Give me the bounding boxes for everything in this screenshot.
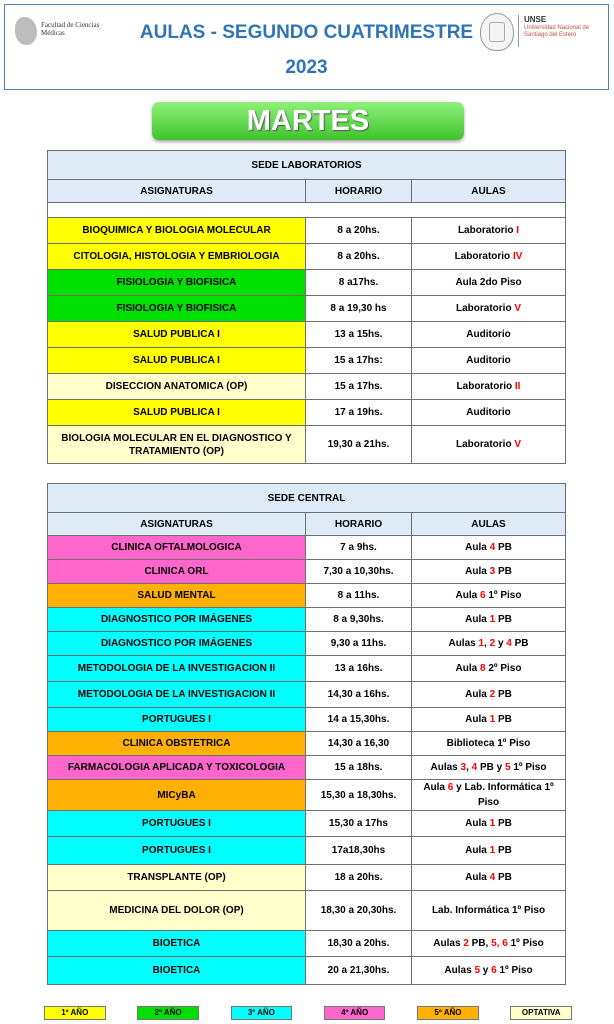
room-text: Aulas xyxy=(433,938,464,949)
room-cell xyxy=(412,322,566,348)
schedule-cell: 7,30 a 10,30hs. xyxy=(306,560,412,584)
room-text: PB xyxy=(495,614,512,625)
room-cell xyxy=(412,244,566,270)
university-logo xyxy=(480,13,600,53)
schedule-cell: 17a18,30hs xyxy=(306,837,412,865)
spacer-cell xyxy=(48,203,566,218)
table-row xyxy=(48,732,566,756)
table-row xyxy=(48,931,566,957)
room-text: Aula xyxy=(465,872,490,883)
table-row xyxy=(48,756,566,780)
room-cell xyxy=(412,865,566,891)
room-text: Aula xyxy=(455,663,480,674)
room-number: 3 xyxy=(489,566,496,577)
room-text: Laboratorio xyxy=(457,225,517,236)
room-text: , xyxy=(484,638,490,649)
room-number: V xyxy=(514,439,522,450)
schedule-cell: 7 a 9hs. xyxy=(306,536,412,560)
room-text: Aula xyxy=(465,818,490,829)
room-text: Laboratorio xyxy=(456,381,515,392)
room-cell xyxy=(412,708,566,732)
day-banner: MARTES xyxy=(152,102,464,140)
schedule-cell: 8 a 20hs. xyxy=(306,244,412,270)
room-number: IV xyxy=(512,251,523,262)
room-text: 1º Piso xyxy=(510,762,547,773)
room-number: I xyxy=(516,225,520,236)
sede-header-row xyxy=(48,484,566,513)
room-number: 3 xyxy=(460,762,467,773)
table-row xyxy=(48,656,566,682)
room-number: 5 xyxy=(474,965,480,976)
table-row xyxy=(48,608,566,632)
subject-cell: SALUD PUBLICA I xyxy=(48,322,306,348)
room-text: Aula xyxy=(423,782,448,793)
room-text: Laboratorio xyxy=(454,251,513,262)
table-row xyxy=(48,348,566,374)
legend-gap xyxy=(200,1006,230,1020)
schedule-cell: 18,30 a 20,30hs. xyxy=(306,891,412,931)
room-number: 1 xyxy=(489,714,496,725)
university-seal-icon xyxy=(480,13,514,51)
room-cell xyxy=(412,682,566,708)
room-text: Aula xyxy=(455,590,480,601)
room-text: Auditorio xyxy=(466,355,511,366)
room-text: Biblioteca 1º Piso xyxy=(446,738,531,749)
table-row xyxy=(48,426,566,464)
schedule-cell: 14,30 a 16,30 xyxy=(306,732,412,756)
subject-cell: FARMACOLOGIA APLICADA Y TOXICOLOGIA xyxy=(48,756,306,780)
subject-cell: CLINICA OFTALMOLOGICA xyxy=(48,536,306,560)
room-text: PB xyxy=(495,818,512,829)
room-number: 4 xyxy=(489,542,496,553)
legend-gap xyxy=(480,1006,510,1020)
room-cell xyxy=(412,780,566,811)
room-cell xyxy=(412,400,566,426)
column-header-schedule: HORARIO xyxy=(306,180,412,203)
room-cell xyxy=(412,584,566,608)
room-cell xyxy=(412,426,566,464)
schedule-cell: 8 a 20hs. xyxy=(306,218,412,244)
table-row xyxy=(48,270,566,296)
legend-item: 5º AÑO xyxy=(417,1006,479,1020)
room-cell xyxy=(412,608,566,632)
room-text: Aula xyxy=(465,845,490,856)
legend-item: 4º AÑO xyxy=(324,1006,386,1020)
subject-cell: FISIOLOGIA Y BIOFISICA xyxy=(48,296,306,322)
room-number: II xyxy=(514,381,521,392)
room-number: 2 xyxy=(489,689,496,700)
room-cell xyxy=(412,296,566,322)
room-cell xyxy=(412,756,566,780)
room-text: y xyxy=(495,638,507,649)
room-number: 2 xyxy=(489,638,496,649)
schedule-cell: 15,30 a 18,30hs. xyxy=(306,780,412,811)
schedule-cell: 15 a 17hs. xyxy=(306,374,412,400)
schedule-cell: 14,30 a 16hs. xyxy=(306,682,412,708)
table-row xyxy=(48,560,566,584)
room-text: Aula 2do Piso xyxy=(455,277,522,288)
schedule-cell: 8 a17hs. xyxy=(306,270,412,296)
subject-cell: SALUD PUBLICA I xyxy=(48,348,306,374)
table-row xyxy=(48,400,566,426)
page-title: AULAS - SEGUNDO CUATRIMESTRE xyxy=(139,22,474,43)
room-text: y xyxy=(480,965,492,976)
room-cell xyxy=(412,811,566,837)
subject-cell: CLINICA OBSTETRICA xyxy=(48,732,306,756)
legend-item: 1º AÑO xyxy=(44,1006,106,1020)
room-cell xyxy=(412,560,566,584)
room-cell xyxy=(412,374,566,400)
room-number: 1 xyxy=(478,638,485,649)
table-row xyxy=(48,957,566,985)
room-text: Aulas xyxy=(430,762,461,773)
room-text: y Lab. Informática 1º Piso xyxy=(453,782,554,808)
room-text: 1º Piso xyxy=(507,938,544,949)
schedule-cell: 19,30 a 21hs. xyxy=(306,426,412,464)
room-number: 6 xyxy=(491,965,497,976)
legend-gap xyxy=(107,1006,137,1020)
room-number: 4 xyxy=(471,762,478,773)
room-cell xyxy=(412,837,566,865)
column-header-rooms: AULAS xyxy=(412,180,566,203)
table-row xyxy=(48,218,566,244)
schedule-cell: 13 a 16hs. xyxy=(306,656,412,682)
room-number: 4 xyxy=(506,638,512,649)
table-row xyxy=(48,322,566,348)
room-number: 1 xyxy=(489,818,496,829)
subject-cell: PORTUGUES I xyxy=(48,811,306,837)
subject-cell: PORTUGUES I xyxy=(48,837,306,865)
table-row xyxy=(48,244,566,270)
table-row xyxy=(48,296,566,322)
subject-cell: CLINICA ORL xyxy=(48,560,306,584)
header-banner xyxy=(4,4,609,90)
room-number: 5, 6 xyxy=(491,938,508,949)
subject-cell: DISECCION ANATOMICA (OP) xyxy=(48,374,306,400)
room-text: PB xyxy=(495,714,512,725)
subject-cell: MEDICINA DEL DOLOR (OP) xyxy=(48,891,306,931)
room-text: Laboratorio xyxy=(456,303,515,314)
subject-cell: MICyBA xyxy=(48,780,306,811)
subject-cell: BIOLOGIA MOLECULAR EN EL DIAGNOSTICO Y TRATAMIENTO (OP) xyxy=(48,426,306,464)
room-text: Aula xyxy=(465,714,490,725)
schedule-cell: 8 a 19,30 hs xyxy=(306,296,412,322)
room-cell xyxy=(412,348,566,374)
room-cell xyxy=(412,957,566,985)
room-cell xyxy=(412,656,566,682)
room-text: 1º Piso xyxy=(496,965,533,976)
room-text: Auditorio xyxy=(466,407,511,418)
table-row xyxy=(48,837,566,865)
subject-cell: FISIOLOGIA Y BIOFISICA xyxy=(48,270,306,296)
room-text: Auditorio xyxy=(466,329,511,340)
university-subtitle: Universidad Nacional de Santiago del Estero xyxy=(524,25,590,38)
schedule-cell: 18 a 20hs. xyxy=(306,865,412,891)
subject-cell: DIAGNOSTICO POR IMÁGENES xyxy=(48,632,306,656)
legend-gap xyxy=(386,1006,416,1020)
room-number: 6 xyxy=(447,782,454,793)
room-text: Aulas xyxy=(448,638,479,649)
schedule-cell: 20 a 21,30hs. xyxy=(306,957,412,985)
room-text: , xyxy=(466,762,472,773)
table-row xyxy=(48,632,566,656)
schedule-cell: 8 a 11hs. xyxy=(306,584,412,608)
room-number: V xyxy=(514,303,522,314)
room-cell xyxy=(412,931,566,957)
room-text: Aula xyxy=(465,614,490,625)
room-text: PB xyxy=(495,689,512,700)
subject-cell: BIOQUIMICA Y BIOLOGIA MOLECULAR xyxy=(48,218,306,244)
room-cell xyxy=(412,218,566,244)
subject-cell: PORTUGUES I xyxy=(48,708,306,732)
table-row xyxy=(48,682,566,708)
room-text: PB xyxy=(495,845,512,856)
table-row xyxy=(48,708,566,732)
subject-cell: SALUD PUBLICA I xyxy=(48,400,306,426)
room-number: 8 xyxy=(480,663,486,674)
room-text: PB xyxy=(495,542,512,553)
room-text: PB xyxy=(511,638,529,649)
sede-title: SEDE CENTRAL xyxy=(48,484,566,513)
schedule-cell: 18,30 a 20hs. xyxy=(306,931,412,957)
university-name: UNSE xyxy=(524,15,547,24)
subject-cell: METODOLOGIA DE LA INVESTIGACION II xyxy=(48,656,306,682)
room-number: 4 xyxy=(489,872,496,883)
column-header-row xyxy=(48,513,566,536)
legend-item: OPTATIVA xyxy=(510,1006,572,1020)
table-row xyxy=(48,811,566,837)
subject-cell: DIAGNOSTICO POR IMÁGENES xyxy=(48,608,306,632)
room-number: 2 xyxy=(463,938,469,949)
table-row xyxy=(48,891,566,931)
room-text: PB y xyxy=(477,762,506,773)
room-text: Aula xyxy=(465,566,490,577)
room-cell xyxy=(412,270,566,296)
schedule-cell: 17 a 19hs. xyxy=(306,400,412,426)
legend-gap xyxy=(293,1006,323,1020)
year-legend xyxy=(44,1006,573,1020)
room-number: 6 xyxy=(480,590,486,601)
subject-cell: BIOETICA xyxy=(48,931,306,957)
room-number: 1 xyxy=(489,614,496,625)
subject-cell: SALUD MENTAL xyxy=(48,584,306,608)
logo-divider xyxy=(518,15,519,47)
room-text: 1º Piso xyxy=(485,590,522,601)
room-text: Aula xyxy=(465,542,490,553)
room-cell xyxy=(412,732,566,756)
room-text: PB xyxy=(495,872,512,883)
room-text: Lab. Informática 1º Piso xyxy=(431,905,546,916)
legend-item: 2º AÑO xyxy=(137,1006,199,1020)
room-text: Laboratorio xyxy=(456,439,515,450)
room-text: PB, xyxy=(468,938,492,949)
table-row xyxy=(48,780,566,811)
subject-cell: METODOLOGIA DE LA INVESTIGACION II xyxy=(48,682,306,708)
schedule-table-laboratorios xyxy=(47,150,566,464)
column-header-rooms: AULAS xyxy=(412,513,566,536)
room-text: Aula xyxy=(465,689,490,700)
schedule-cell: 13 a 15hs. xyxy=(306,322,412,348)
room-cell xyxy=(412,632,566,656)
room-cell xyxy=(412,536,566,560)
room-text: Aulas xyxy=(444,965,475,976)
sede-title: SEDE LABORATORIOS xyxy=(48,151,566,180)
schedule-cell: 8 a 9,30hs. xyxy=(306,608,412,632)
schedule-cell: 15 a 17hs: xyxy=(306,348,412,374)
schedule-cell: 15,30 a 17hs xyxy=(306,811,412,837)
room-number: 1 xyxy=(489,845,496,856)
faculty-logo-text: Facultad de Ciencias Médicas xyxy=(41,21,100,37)
column-header-schedule: HORARIO xyxy=(306,513,412,536)
room-text: PB xyxy=(495,566,512,577)
schedule-cell: 14 a 15,30hs. xyxy=(306,708,412,732)
column-header-row xyxy=(48,180,566,203)
schedule-cell: 15 a 18hs. xyxy=(306,756,412,780)
table-row xyxy=(48,374,566,400)
schedule-cell: 9,30 a 11hs. xyxy=(306,632,412,656)
subject-cell: BIOETICA xyxy=(48,957,306,985)
legend-item: 3º AÑO xyxy=(231,1006,293,1020)
table-row xyxy=(48,584,566,608)
spacer-row xyxy=(48,203,566,218)
schedule-table-central xyxy=(47,483,566,985)
sede-header-row xyxy=(48,151,566,180)
subject-cell: TRANSPLANTE (OP) xyxy=(48,865,306,891)
page-year: 2023 xyxy=(285,57,328,78)
table-row xyxy=(48,536,566,560)
table-row xyxy=(48,865,566,891)
room-text: 2º Piso xyxy=(485,663,522,674)
column-header-subject: ASIGNATURAS xyxy=(48,180,306,203)
column-header-subject: ASIGNATURAS xyxy=(48,513,306,536)
subject-cell: CITOLOGIA, HISTOLOGIA Y EMBRIOLOGIA xyxy=(48,244,306,270)
room-cell xyxy=(412,891,566,931)
room-number: 5 xyxy=(505,762,511,773)
